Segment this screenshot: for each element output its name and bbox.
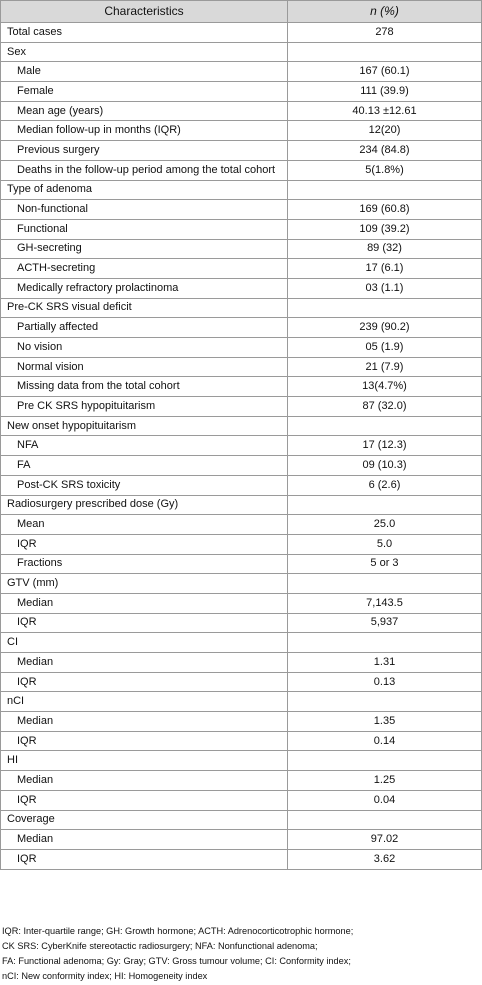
table-row xyxy=(1,653,482,673)
table-row xyxy=(1,338,482,358)
table-section-row xyxy=(1,495,482,515)
row-value: 0.14 xyxy=(288,731,482,751)
row-label: Missing data from the total cohort xyxy=(1,377,288,397)
table-row xyxy=(1,712,482,732)
row-label: IQR xyxy=(1,849,288,869)
row-value: 5 or 3 xyxy=(288,554,482,574)
row-value: 278 xyxy=(288,23,482,43)
row-label: Pre CK SRS hypopituitarism xyxy=(1,397,288,417)
row-label: Total cases xyxy=(1,23,288,43)
table-row xyxy=(1,436,482,456)
row-label: Male xyxy=(1,62,288,82)
row-label: Normal vision xyxy=(1,357,288,377)
row-value: 17 (12.3) xyxy=(288,436,482,456)
row-label: Median xyxy=(1,653,288,673)
row-value xyxy=(288,810,482,830)
row-label: IQR xyxy=(1,731,288,751)
row-label: Type of adenoma xyxy=(1,180,288,200)
table-row xyxy=(1,121,482,141)
table-section-row xyxy=(1,23,482,43)
row-value: 6 (2.6) xyxy=(288,475,482,495)
row-value: 169 (60.8) xyxy=(288,200,482,220)
table-row xyxy=(1,357,482,377)
table-header-row xyxy=(1,1,482,23)
table-footnote xyxy=(2,924,480,984)
table-row xyxy=(1,62,482,82)
row-value: 1.35 xyxy=(288,712,482,732)
row-label: Pre-CK SRS visual deficit xyxy=(1,298,288,318)
row-label: NFA xyxy=(1,436,288,456)
row-value: 89 (32) xyxy=(288,239,482,259)
row-label: Coverage xyxy=(1,810,288,830)
table-body xyxy=(1,1,482,870)
row-value: 234 (84.8) xyxy=(288,141,482,161)
table-row xyxy=(1,239,482,259)
table-section-row xyxy=(1,633,482,653)
row-label: Median xyxy=(1,830,288,850)
row-label: Median xyxy=(1,712,288,732)
table-section-row xyxy=(1,180,482,200)
row-value: 21 (7.9) xyxy=(288,357,482,377)
row-value xyxy=(288,692,482,712)
table-row xyxy=(1,849,482,869)
table-section-row xyxy=(1,692,482,712)
table-section-row xyxy=(1,416,482,436)
row-value: 40.13 ±12.61 xyxy=(288,101,482,121)
row-label: CI xyxy=(1,633,288,653)
row-value xyxy=(288,42,482,62)
table-row xyxy=(1,672,482,692)
row-label: Non-functional xyxy=(1,200,288,220)
row-value: 0.13 xyxy=(288,672,482,692)
table-row xyxy=(1,82,482,102)
table-row xyxy=(1,141,482,161)
row-value: 111 (39.9) xyxy=(288,82,482,102)
table-row xyxy=(1,160,482,180)
row-label: Partially affected xyxy=(1,318,288,338)
table-section-row xyxy=(1,574,482,594)
row-value xyxy=(288,416,482,436)
table-row xyxy=(1,731,482,751)
table-row xyxy=(1,101,482,121)
row-label: GH-secreting xyxy=(1,239,288,259)
table-row xyxy=(1,278,482,298)
row-label: New onset hypopituitarism xyxy=(1,416,288,436)
table-row xyxy=(1,259,482,279)
table-row xyxy=(1,475,482,495)
row-label: nCI xyxy=(1,692,288,712)
row-label: Medically refractory prolactinoma xyxy=(1,278,288,298)
row-label: Sex xyxy=(1,42,288,62)
row-value: 239 (90.2) xyxy=(288,318,482,338)
table-row xyxy=(1,219,482,239)
row-value xyxy=(288,751,482,771)
table-row xyxy=(1,397,482,417)
row-label: Median xyxy=(1,771,288,791)
table-row xyxy=(1,200,482,220)
table-row xyxy=(1,593,482,613)
row-label: Mean age (years) xyxy=(1,101,288,121)
row-label: Radiosurgery prescribed dose (Gy) xyxy=(1,495,288,515)
row-value: 09 (10.3) xyxy=(288,456,482,476)
row-value xyxy=(288,574,482,594)
row-value: 7,143.5 xyxy=(288,593,482,613)
row-value: 97.02 xyxy=(288,830,482,850)
row-value: 87 (32.0) xyxy=(288,397,482,417)
row-value: 167 (60.1) xyxy=(288,62,482,82)
table-row xyxy=(1,771,482,791)
table-section-row xyxy=(1,810,482,830)
row-label: Mean xyxy=(1,515,288,535)
footnote-line: IQR: Inter-quartile range; GH: Growth hormone; ACTH: Adrenocorticotrophic hormone; xyxy=(2,926,354,936)
row-value: 0.04 xyxy=(288,790,482,810)
row-value: 05 (1.9) xyxy=(288,338,482,358)
row-value: 109 (39.2) xyxy=(288,219,482,239)
row-label: ACTH-secreting xyxy=(1,259,288,279)
table-section-row xyxy=(1,42,482,62)
row-label: IQR xyxy=(1,613,288,633)
table-row xyxy=(1,377,482,397)
row-value: 25.0 xyxy=(288,515,482,535)
header-characteristics: Characteristics xyxy=(1,1,288,23)
table-row xyxy=(1,790,482,810)
table-row xyxy=(1,554,482,574)
header-n-percent: n (%) xyxy=(288,1,482,23)
row-value xyxy=(288,495,482,515)
row-value: 5,937 xyxy=(288,613,482,633)
footnote-line: FA: Functional adenoma; Gy: Gray; GTV: Gross tumour volume; CI: Conformity index; xyxy=(2,956,351,966)
row-value xyxy=(288,298,482,318)
table-section-row xyxy=(1,298,482,318)
row-value: 03 (1.1) xyxy=(288,278,482,298)
table-section-row xyxy=(1,751,482,771)
table-row xyxy=(1,318,482,338)
row-value: 13(4.7%) xyxy=(288,377,482,397)
row-value xyxy=(288,633,482,653)
row-value xyxy=(288,180,482,200)
row-label: IQR xyxy=(1,790,288,810)
row-value: 17 (6.1) xyxy=(288,259,482,279)
row-label: Female xyxy=(1,82,288,102)
row-label: Functional xyxy=(1,219,288,239)
row-label: Deaths in the follow-up period among the total cohort xyxy=(1,160,288,180)
row-value: 5(1.8%) xyxy=(288,160,482,180)
row-label: No vision xyxy=(1,338,288,358)
footnote-line: CK SRS: CyberKnife stereotactic radiosurgery; NFA: Nonfunctional adenoma; xyxy=(2,941,318,951)
row-label: HI xyxy=(1,751,288,771)
table-row xyxy=(1,613,482,633)
row-label: Fractions xyxy=(1,554,288,574)
row-label: Post-CK SRS toxicity xyxy=(1,475,288,495)
row-label: Previous surgery xyxy=(1,141,288,161)
row-label: GTV (mm) xyxy=(1,574,288,594)
table-row xyxy=(1,515,482,535)
row-label: Median follow-up in months (IQR) xyxy=(1,121,288,141)
row-label: Median xyxy=(1,593,288,613)
table-row xyxy=(1,534,482,554)
row-value: 12(20) xyxy=(288,121,482,141)
row-value: 1.31 xyxy=(288,653,482,673)
row-value: 1.25 xyxy=(288,771,482,791)
row-label: IQR xyxy=(1,534,288,554)
row-value: 3.62 xyxy=(288,849,482,869)
row-label: IQR xyxy=(1,672,288,692)
row-label: FA xyxy=(1,456,288,476)
table-row xyxy=(1,830,482,850)
footnote-line: nCI: New conformity index; HI: Homogeneity index xyxy=(2,971,208,981)
row-value: 5.0 xyxy=(288,534,482,554)
table-row xyxy=(1,456,482,476)
